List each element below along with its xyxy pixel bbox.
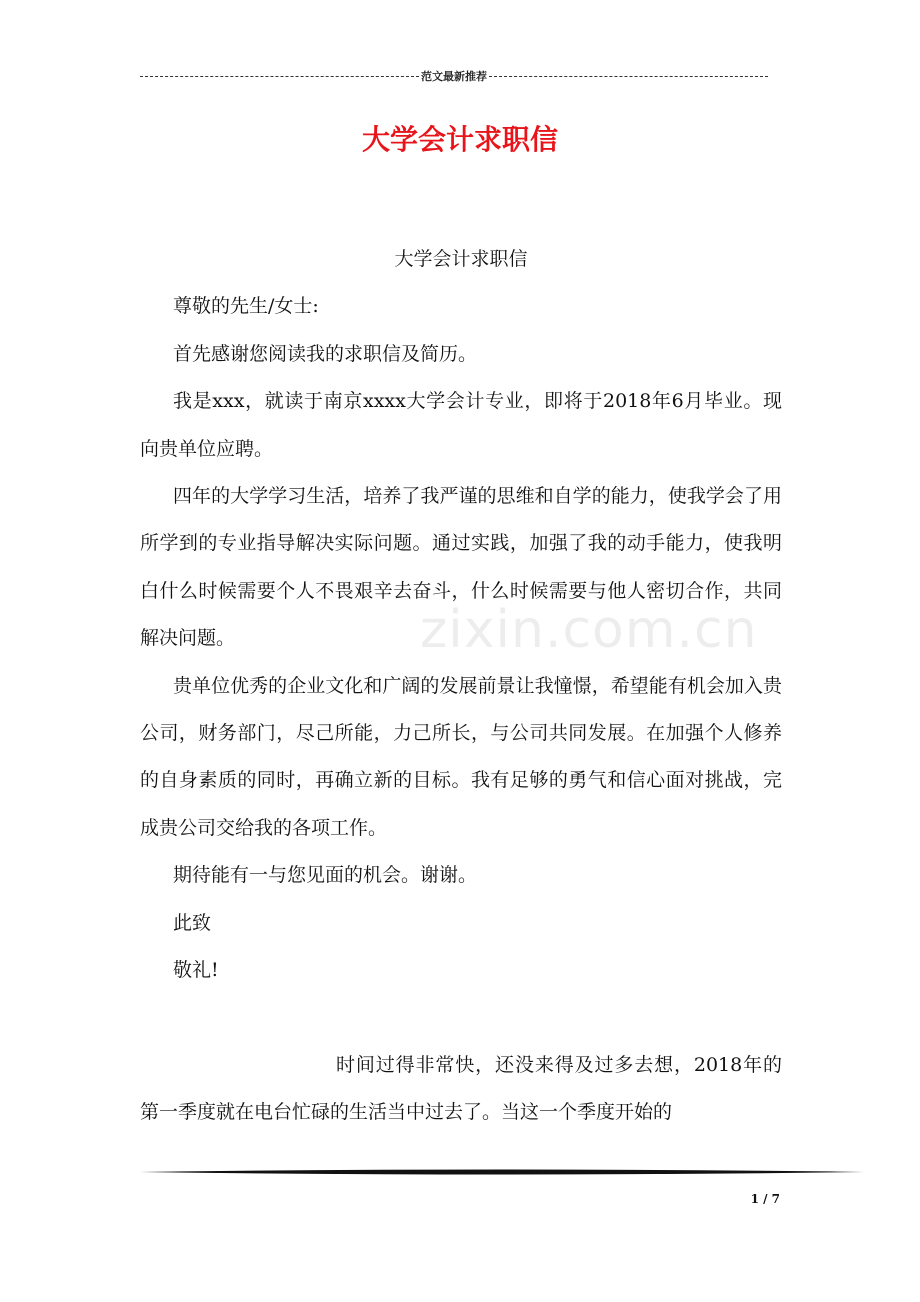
- header-dash-right: [489, 76, 768, 77]
- letter-paragraph: 贵单位优秀的企业文化和广阔的发展前景让我憧憬，希望能有机会加入贵公司，财务部门，尽己所能，力己所长，与公司共同发展。在加强个人修养的自身素质的同时，再确立新的目标。我有足够的勇气和信心面对挑战，完成贵公司交给我的各项工作。: [140, 674, 782, 839]
- paragraph-spacer: [140, 995, 782, 1042]
- letter-closing-1: 此致: [173, 911, 212, 934]
- header-dash-left: [140, 76, 419, 77]
- next-article-text: 时间过得非常快，还没来得及过多去想，2018年的第一季度就在电台忙碌的生活当中过去了。当这一个季度开始的: [140, 1053, 782, 1123]
- document-title: 大学会计求职信: [361, 123, 558, 156]
- letter-paragraph: 期待能有一与您见面的机会。谢谢。: [173, 864, 478, 887]
- letter-closing-2: 敬礼!: [173, 959, 219, 982]
- header-label: 范文最新推荐: [421, 70, 487, 83]
- letter-body: [140, 236, 782, 1136]
- header-banner: [140, 68, 768, 84]
- letter-heading: 大学会计求职信: [394, 248, 528, 270]
- watermark: zixin.com.cn: [420, 600, 758, 660]
- letter-salutation: 尊敬的先生/女士:: [173, 295, 319, 318]
- footer-divider: [140, 1168, 864, 1176]
- letter-paragraph: 我是xxx，就读于南京xxxx大学会计专业，即将于2018年6月毕业。现向贵单位应聘。: [140, 390, 782, 460]
- letter-paragraph: 四年的大学学习生活，培养了我严谨的思维和自学的能力，使我学会了用所学到的专业指导解决实际问题。通过实践，加强了我的动手能力，使我明白什么时候需要个人不畏艰辛去奋斗，什么时候需要与他人密切合作，共同解决问题。: [140, 485, 782, 650]
- page-number: 1 / 7: [750, 1192, 780, 1206]
- letter-paragraph: 首先感谢您阅读我的求职信及简历。: [173, 342, 478, 365]
